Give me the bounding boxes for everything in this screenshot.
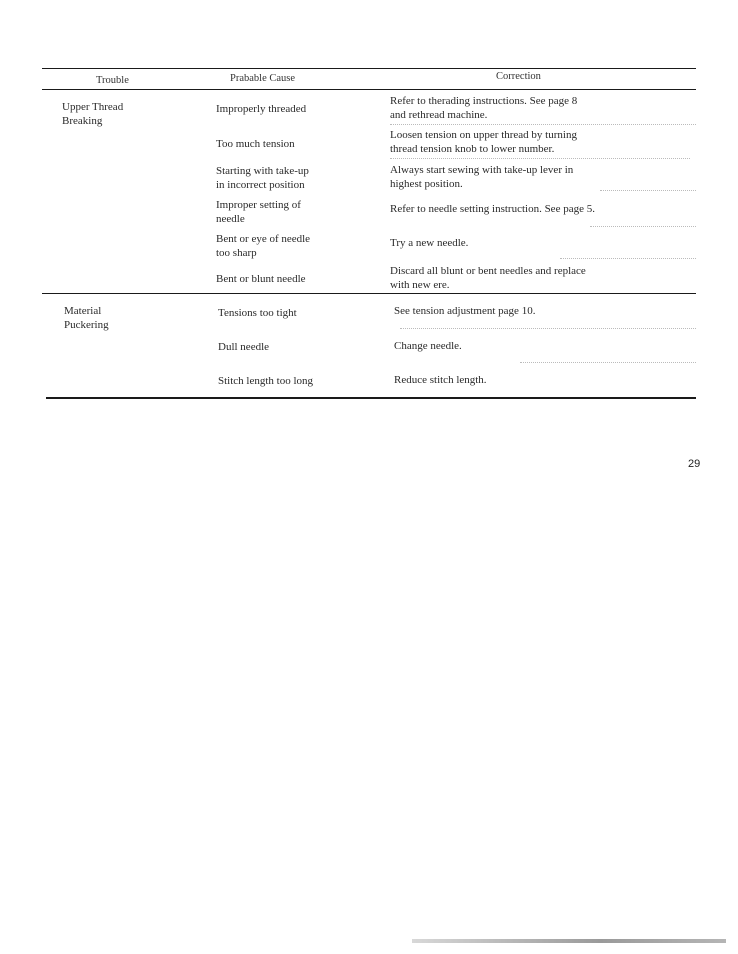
- header-correction: Correction: [496, 71, 541, 82]
- cause-cell: Starting with take-up in incorrect position: [216, 165, 309, 191]
- correction-cell: Change needle.: [394, 340, 462, 352]
- correction-cell: Discard all blunt or bent needles and replace with new ere.: [390, 265, 586, 291]
- correction-cell: Refer to needle setting instruction. See page 5.: [390, 203, 595, 215]
- header-bottom-rule: [42, 89, 696, 90]
- row-separator: [560, 258, 696, 259]
- correction-cell: Try a new needle.: [390, 237, 469, 249]
- cause-cell: Too much tension: [216, 138, 295, 150]
- cause-cell: Stitch length too long: [218, 375, 314, 387]
- row-separator: [400, 328, 696, 329]
- row-separator: [600, 190, 696, 191]
- trouble-text: Upper Thread Breaking: [62, 101, 124, 127]
- cause-cell: Dull needle: [218, 341, 270, 353]
- section-divider-rule: [42, 293, 696, 294]
- correction-cell: Refer to therading instructions. See page 8 and rethread machine.: [390, 95, 578, 121]
- correction-cell: Always start sewing with take-up lever in highest position.: [390, 164, 574, 190]
- row-separator: [390, 158, 690, 159]
- table-top-rule: [42, 68, 696, 69]
- cause-cell: Bent or eye of needle too sharp: [216, 233, 311, 259]
- cause-cell: Bent or blunt needle: [216, 273, 306, 285]
- row-separator: [390, 124, 696, 125]
- row-separator: [590, 226, 696, 227]
- trouble-label: [64, 304, 109, 332]
- trouble-text: Material Puckering: [64, 305, 109, 331]
- header-cause: Prabable Cause: [230, 73, 296, 84]
- cause-cell: Improperly threaded: [216, 103, 307, 115]
- correction-cell: Loosen tension on upper thread by turning thread tension knob to lower number.: [390, 129, 577, 155]
- cause-cell: Improper setting of needle: [216, 199, 301, 225]
- cause-cell: Tensions too tight: [218, 307, 297, 319]
- scan-edge-artifact: [412, 939, 726, 943]
- page-number: 29: [688, 458, 701, 470]
- trouble-label: [62, 100, 123, 128]
- table-bottom-rule: [46, 397, 696, 399]
- correction-cell: See tension adjustment page 10.: [394, 305, 536, 317]
- row-separator: [520, 362, 696, 363]
- correction-cell: Reduce stitch length.: [394, 374, 487, 386]
- header-trouble: Trouble: [96, 75, 129, 86]
